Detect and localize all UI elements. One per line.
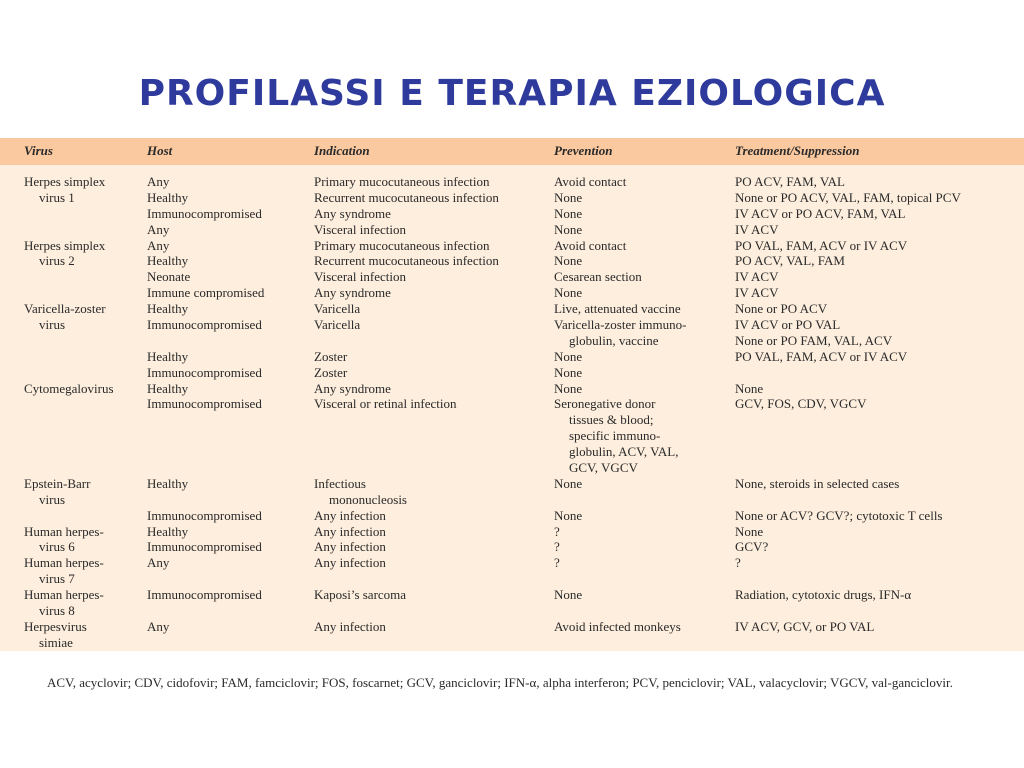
cell-indication: mononucleosis	[329, 491, 407, 507]
header-treatment: Treatment/Suppression	[735, 143, 860, 158]
cell-treatment: None	[735, 523, 764, 539]
cell-host: Any	[147, 221, 170, 237]
table-row	[0, 444, 1024, 460]
cell-treatment: IV ACV	[735, 269, 779, 285]
cell-virus: virus 8	[39, 603, 75, 619]
cell-host: Neonate	[147, 269, 191, 285]
cell-treatment: PO VAL, FAM, ACV or IV ACV	[735, 348, 908, 364]
cell-host: Healthy	[147, 348, 189, 364]
cell-treatment: GCV?	[735, 539, 769, 555]
table-row	[0, 555, 1024, 571]
cell-indication: Primary mucocutaneous infection	[314, 237, 490, 253]
cell-treatment: None or PO ACV	[735, 301, 828, 317]
table-row	[0, 174, 1024, 190]
cell-virus: virus 7	[39, 571, 75, 587]
table-row	[0, 587, 1024, 603]
cell-host: Any	[147, 174, 170, 189]
cell-indication: Any infection	[314, 507, 386, 523]
cell-prevention: Seronegative donor	[554, 396, 656, 412]
cell-treatment: IV ACV or PO VAL	[735, 317, 841, 333]
cell-indication: Varicella	[314, 301, 361, 317]
cell-virus: Varicella-zoster	[24, 301, 106, 317]
cell-prevention: None	[554, 285, 583, 301]
cell-treatment: IV ACV, GCV, or PO VAL	[735, 618, 875, 634]
cell-host: Immunocompromised	[147, 396, 262, 412]
table-row	[0, 619, 1024, 635]
cell-prevention: globulin, vaccine	[569, 332, 659, 348]
cell-treatment: GCV, FOS, CDV, VGCV	[735, 396, 867, 412]
cell-virus: virus 6	[39, 539, 75, 555]
table-row	[0, 492, 1024, 508]
table-row	[0, 381, 1024, 397]
table-row	[0, 317, 1024, 333]
cell-host: Immunocompromised	[147, 317, 262, 333]
cell-virus: simiae	[39, 634, 73, 650]
cell-virus: virus	[39, 317, 65, 333]
cell-prevention: GCV, VGCV	[569, 460, 638, 476]
cell-host: Healthy	[147, 189, 189, 205]
cell-indication: Varicella	[314, 317, 361, 333]
cell-indication: Any infection	[314, 523, 386, 539]
cell-virus: Human herpes-	[24, 523, 104, 539]
cell-virus: virus 1	[39, 189, 75, 205]
cell-host: Immunocompromised	[147, 205, 262, 221]
cell-virus: virus	[39, 491, 65, 507]
cell-host: Immunocompromised	[147, 587, 262, 603]
cell-host: Healthy	[147, 301, 189, 317]
cell-virus: Herpes simplex	[24, 237, 106, 253]
cell-treatment: None	[735, 380, 764, 396]
table-row	[0, 539, 1024, 555]
cell-prevention: ?	[554, 555, 560, 571]
cell-treatment: IV ACV	[735, 285, 779, 301]
cell-indication: Any infection	[314, 618, 386, 634]
table-header-row	[0, 138, 1024, 165]
cell-prevention: None	[554, 348, 583, 364]
header-virus: Virus	[24, 143, 53, 158]
cell-virus: Human herpes-	[24, 587, 104, 603]
cell-virus: Herpesvirus	[24, 618, 87, 634]
cell-indication: Visceral or retinal infection	[314, 396, 457, 412]
cell-host: Any	[147, 555, 170, 571]
cell-indication: Any infection	[314, 555, 386, 571]
cell-prevention: None	[554, 189, 583, 205]
header-prevention: Prevention	[554, 143, 613, 158]
cell-virus: Epstein-Barr	[24, 475, 91, 491]
cell-prevention: Avoid contact	[554, 174, 627, 189]
cell-prevention: None	[554, 364, 583, 380]
cell-treatment: None or PO ACV, VAL, FAM, topical PCV	[735, 189, 961, 205]
cell-prevention: ?	[554, 523, 560, 539]
cell-prevention: specific immuno-	[569, 428, 661, 444]
header-host: Host	[147, 143, 173, 158]
cell-host: Healthy	[147, 523, 189, 539]
cell-virus: Herpes simplex	[24, 174, 106, 189]
cell-treatment: Radiation, cytotoxic drugs, IFN-α	[735, 587, 912, 603]
cell-prevention: None	[554, 253, 583, 269]
cell-treatment: PO ACV, FAM, VAL	[735, 174, 845, 189]
cell-treatment: None or PO FAM, VAL, ACV	[735, 332, 893, 348]
cell-host: Healthy	[147, 475, 189, 491]
table-row	[0, 460, 1024, 476]
cell-treatment: IV ACV	[735, 221, 779, 237]
table-row	[0, 190, 1024, 206]
table-row	[0, 396, 1024, 412]
cell-virus: Cytomegalovirus	[24, 380, 114, 396]
cell-virus: virus 2	[39, 253, 75, 269]
cell-indication: Recurrent mucocutaneous infection	[314, 253, 499, 269]
table-row	[0, 206, 1024, 222]
cell-host: Healthy	[147, 253, 189, 269]
table-row	[0, 349, 1024, 365]
abbreviations-footnote: ACV, acyclovir; CDV, cidofovir; FAM, famciclovir; FOS, foscarnet; GCV, ganciclovir; IFN-α, alpha interferon; PCV, penciclovir; VAL, valacyclovir; VGCV, val-ganciclovir.	[47, 675, 953, 690]
table-row	[0, 508, 1024, 524]
table-row	[0, 412, 1024, 428]
cell-indication: Visceral infection	[314, 221, 406, 237]
cell-host: Immunocompromised	[147, 539, 262, 555]
cell-indication: Zoster	[314, 348, 348, 364]
slide-title: PROFILASSI E TERAPIA EZIOLOGICA	[138, 73, 886, 114]
cell-treatment: None or ACV? GCV?; cytotoxic T cells	[735, 507, 943, 523]
header-indication: Indication	[314, 143, 370, 158]
cell-treatment: PO ACV, VAL, FAM	[735, 253, 845, 269]
table-row	[0, 635, 1024, 651]
table-row	[0, 222, 1024, 238]
cell-indication: Zoster	[314, 364, 348, 380]
cell-treatment: ?	[735, 555, 741, 571]
cell-prevention: tissues & blood;	[569, 412, 654, 428]
table-row	[0, 428, 1024, 444]
cell-host: Healthy	[147, 380, 189, 396]
cell-host: Any	[147, 618, 170, 634]
cell-prevention: None	[554, 205, 583, 221]
table-row	[0, 333, 1024, 349]
table-row	[0, 476, 1024, 492]
cell-treatment: IV ACV or PO ACV, FAM, VAL	[735, 205, 906, 221]
table-row	[0, 301, 1024, 317]
cell-prevention: Cesarean section	[554, 269, 642, 285]
cell-indication: Any syndrome	[314, 205, 391, 221]
cell-virus: Human herpes-	[24, 555, 104, 571]
cell-host: Immunocompromised	[147, 507, 262, 523]
table-row	[0, 571, 1024, 587]
table-row	[0, 285, 1024, 301]
table-row	[0, 365, 1024, 381]
cell-host: Immune compromised	[147, 285, 265, 301]
cell-prevention: globulin, ACV, VAL,	[569, 444, 679, 460]
cell-host: Any	[147, 237, 170, 253]
cell-indication: Any syndrome	[314, 380, 391, 396]
cell-indication: Any syndrome	[314, 285, 391, 301]
cell-prevention: Live, attenuated vaccine	[554, 301, 681, 317]
table-row	[0, 238, 1024, 254]
table-row	[0, 253, 1024, 269]
cell-indication: Any infection	[314, 539, 386, 555]
table-row	[0, 269, 1024, 285]
cell-prevention: ?	[554, 539, 560, 555]
cell-treatment: None, steroids in selected cases	[735, 475, 900, 491]
cell-indication: Visceral infection	[314, 269, 406, 285]
cell-prevention: Avoid contact	[554, 237, 627, 253]
cell-prevention: None	[554, 221, 583, 237]
cell-indication: Infectious	[314, 475, 366, 491]
cell-indication: Recurrent mucocutaneous infection	[314, 189, 499, 205]
table-row	[0, 603, 1024, 619]
cell-treatment: PO VAL, FAM, ACV or IV ACV	[735, 237, 908, 253]
cell-prevention: None	[554, 587, 583, 603]
cell-prevention: Varicella-zoster immuno-	[554, 317, 687, 333]
cell-prevention: None	[554, 380, 583, 396]
cell-indication: Kaposi’s sarcoma	[314, 587, 407, 603]
cell-prevention: Avoid infected monkeys	[554, 618, 681, 634]
table-row	[0, 524, 1024, 540]
antiviral-table	[0, 138, 1024, 651]
cell-indication: Primary mucocutaneous infection	[314, 174, 490, 189]
cell-prevention: None	[554, 475, 583, 491]
cell-prevention: None	[554, 507, 583, 523]
cell-host: Immunocompromised	[147, 364, 262, 380]
table-body	[0, 174, 1024, 651]
